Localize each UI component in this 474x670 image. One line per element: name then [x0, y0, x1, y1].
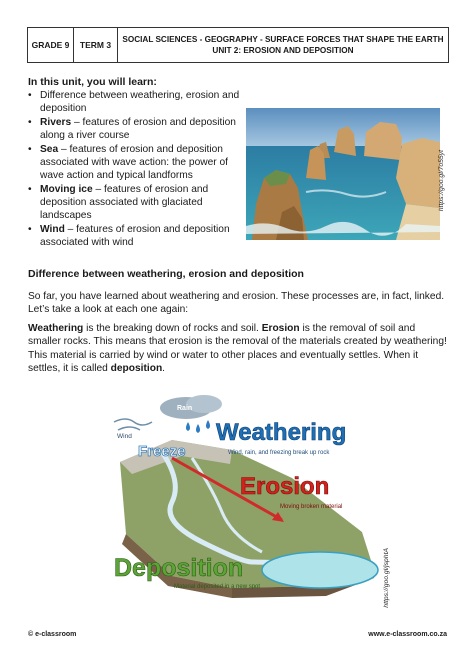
sea-stacks-photo	[246, 108, 440, 240]
grade-cell: GRADE 9	[28, 28, 74, 62]
footer-copyright: © e-classroom	[28, 631, 77, 638]
diagram-credit: https://goo.gl/jsphtA	[383, 548, 390, 608]
title-cell	[118, 28, 448, 62]
wind-label: Wind	[117, 433, 132, 440]
learn-item: • Moving ice – features of erosion and deposition associated with glaciated landscapes	[28, 183, 244, 223]
weathering-label: Weathering	[216, 419, 347, 446]
header-table	[27, 27, 449, 63]
erosion-caption: Moving broken material	[280, 504, 343, 510]
erosion-label: Erosion	[240, 473, 330, 500]
freeze-label: Freeze	[138, 443, 186, 460]
term-cell: TERM 3	[74, 28, 118, 62]
definition-paragraph: Weathering is the breaking down of rocks and soil. Erosion is the removal of soil and smaller rocks. This means that erosion is the removal of the materials created by weathering! This material is carried by wind or water to other places and eventually settles. When it settles, it is called deposition.	[28, 323, 447, 375]
learn-item: • Difference between weathering, erosion and deposition	[28, 89, 244, 115]
learn-heading: In this unit, you will learn:	[28, 76, 157, 88]
title-line-2: UNIT 2: EROSION AND DEPOSITION	[212, 46, 354, 55]
section-heading: Difference between weathering, erosion and deposition	[28, 268, 304, 280]
title-line-1: SOCIAL SCIENCES - GEOGRAPHY - SURFACE FORCES THAT SHAPE THE EARTH	[122, 35, 444, 44]
weathering-erosion-deposition-diagram	[112, 392, 382, 602]
deposition-label: Deposition	[114, 554, 244, 582]
footer-website: www.e-classroom.co.za	[368, 631, 447, 638]
weathering-caption: Wind, rain, and freezing break up rock	[228, 450, 330, 456]
rain-label: Rain	[177, 405, 193, 412]
photo-credit: https://goo.gl/7o55yt	[438, 150, 445, 212]
learn-item: • Sea – features of erosion and deposition associated with wave action: the power of wave action and typical landforms	[28, 143, 244, 183]
learn-item: • Rivers – features of erosion and deposition along a river course	[28, 116, 244, 142]
learn-list	[28, 89, 244, 250]
intro-paragraph: So far, you have learned about weathering and erosion. These processes are, in fact, linked. Let’s take a look at each one again:	[28, 291, 445, 316]
deposition-caption: Material deposited in a new spot	[174, 584, 261, 590]
learn-item: • Wind – features of erosion and deposition associated with wind	[28, 223, 244, 249]
